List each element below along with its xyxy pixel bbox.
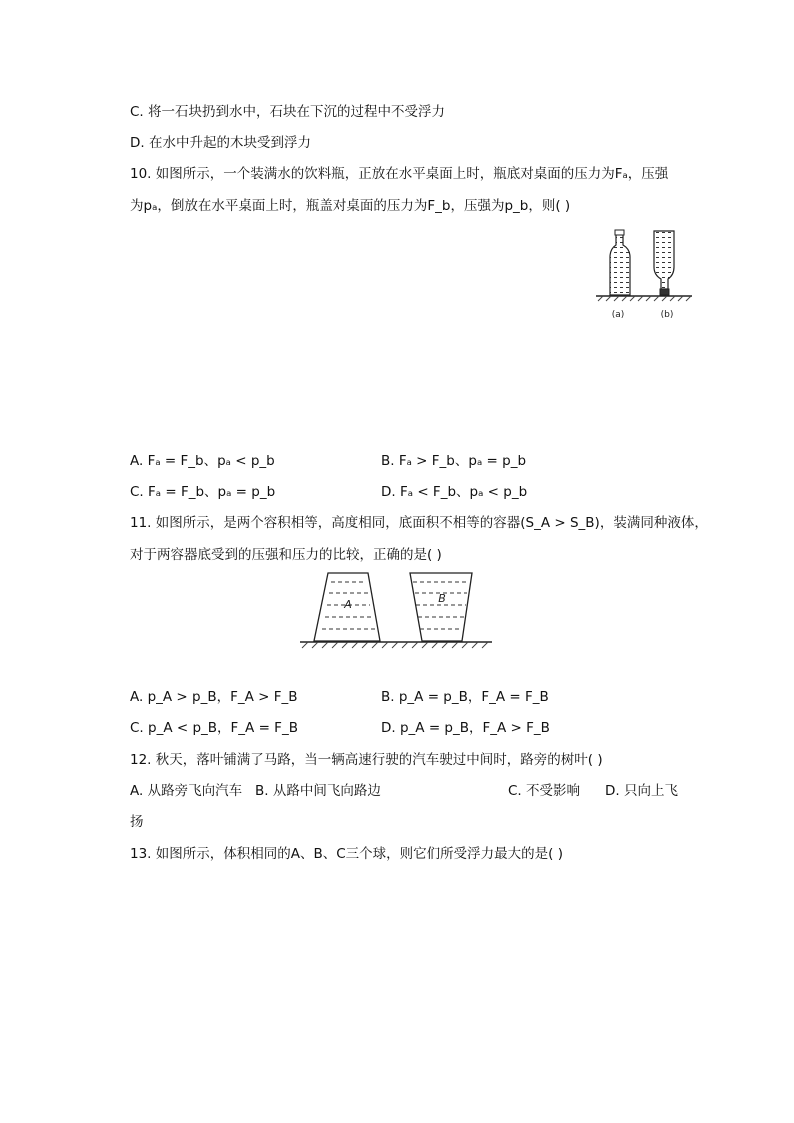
q12-option-a: A. 从路旁飞向汽车 bbox=[130, 783, 243, 799]
q11-option-d: D. p_A = p_B，F_A > F_B bbox=[381, 720, 550, 736]
q12-option-b: B. 从路中间飞向路边 bbox=[255, 783, 381, 799]
q10-option-c: C. Fₐ = F_b、pₐ = p_b bbox=[130, 484, 276, 500]
q11-stem-line2: 对于两容器底受到的压强和压力的比较，正确的是( ) bbox=[130, 547, 442, 563]
fig-label-b: (b) bbox=[660, 310, 674, 320]
q11-option-b: B. p_A = p_B，F_A = F_B bbox=[381, 689, 549, 705]
q11-stem-line1: 11. 如图所示，是两个容积相等，高度相同，底面积不相等的容器(S_A > S_B)，装满同种液体， bbox=[130, 515, 708, 531]
container-a bbox=[314, 573, 380, 641]
bottle-b bbox=[654, 231, 674, 295]
q10-option-b: B. Fₐ > F_b、pₐ = p_b bbox=[381, 453, 527, 469]
q9-option-d: D. 在水中升起的木块受到浮力 bbox=[130, 135, 311, 151]
q11-container-figure bbox=[296, 568, 496, 653]
container-a-label: A bbox=[344, 598, 352, 611]
q13-stem: 13. 如图所示，体积相同的A、B、C三个球，则它们所受浮力最大的是( ) bbox=[130, 846, 564, 862]
container-b-label: B bbox=[438, 592, 446, 605]
q10-stem-line1: 10. 如图所示，一个装满水的饮料瓶，正放在水平桌面上时，瓶底对桌面的压力为Fₐ，压强 bbox=[130, 166, 669, 182]
fig-label-a: (a) bbox=[611, 310, 625, 320]
q12-option-d: D. 只向上飞 bbox=[605, 783, 678, 799]
q12-option-d-wrap: 扬 bbox=[130, 814, 144, 830]
q10-stem-line2: 为pₐ，倒放在水平桌面上时，瓶盖对桌面的压力为F_b，压强为p_b，则( ) bbox=[130, 198, 571, 214]
q12-option-c: C. 不受影响 bbox=[508, 783, 581, 799]
q9-option-c: C. 将一石块扔到水中，石块在下沉的过程中不受浮力 bbox=[130, 104, 446, 120]
q10-bottle-figure bbox=[590, 225, 700, 325]
q10-option-a: A. Fₐ = F_b、pₐ < p_b bbox=[130, 453, 275, 469]
q11-option-c: C. p_A < p_B，F_A = F_B bbox=[130, 720, 298, 736]
container-b bbox=[410, 573, 472, 641]
q12-stem: 12. 秋天，落叶铺满了马路，当一辆高速行驶的汽车驶过中间时，路旁的树叶( ) bbox=[130, 752, 603, 768]
q10-option-d: D. Fₐ < F_b、pₐ < p_b bbox=[381, 484, 528, 500]
q11-option-a: A. p_A > p_B，F_A > F_B bbox=[130, 689, 298, 705]
bottle-a bbox=[610, 230, 630, 295]
